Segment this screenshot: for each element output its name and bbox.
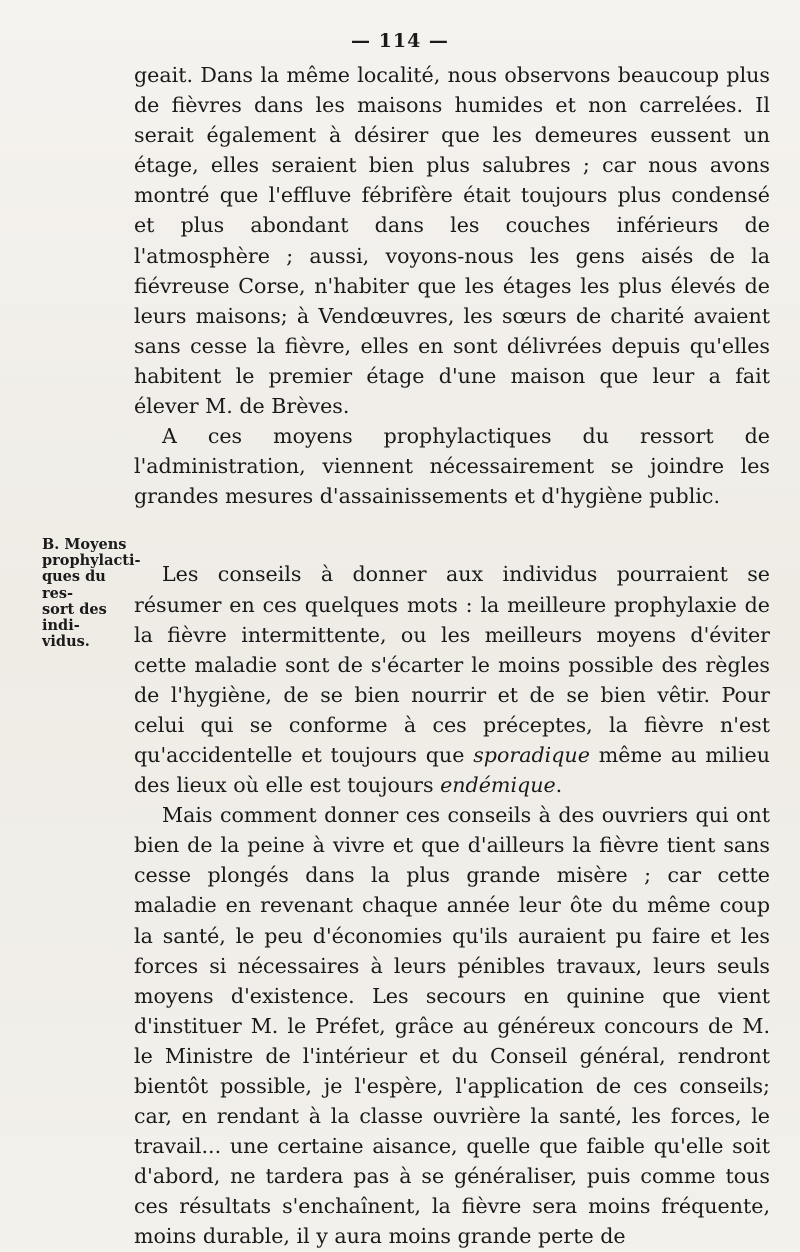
- paragraph-3: [134, 559, 770, 800]
- italic-endemique: endémique: [440, 773, 556, 798]
- italic-sporadique: sporadique: [473, 742, 590, 767]
- paragraph-4: Mais comment donner ces conseils à des ouvriers qui ont bien de la peine à vivre et que d'ailleurs la fièvre tient sans cesse plongés dans la plus grande misère ; car cette maladie en revenant chaque année leur ôte du même coup la santé, le peu d'économies qu'ils auraient pu faire et les forces si nécessaires à leurs pénibles travaux, leurs seuls moyens d'existence. Les secours en quinine que vient d'instituer M. le Préfet, grâce au généreux concours de M. le Ministre de l'intérieur et du Conseil général, rendront bientôt possible, je l'espère, l'application de ces conseils; car, en rendant à la classe ouvrière la santé, les forces, le travail... une certaine aisance, quelle que faible qu'elle soit d'abord, ne tardera pas à se généraliser, puis comme tous ces résultats s'enchaînent, la fièvre sera moins fréquente, moins durable, il y aura moins grande perte de: [134, 803, 770, 1249]
- paragraph-3-mid: même au milieu des lieux où elle est toujours: [134, 742, 770, 798]
- paragraph-2: A ces moyens prophylactiques du ressort de l'administration, viennent nécessairement se joindre les grandes mesures d'assainissements et d'hygiène public.: [134, 424, 770, 509]
- body-text: [134, 60, 770, 1252]
- page-number: — 114 —: [351, 30, 449, 52]
- paragraph-1: geait. Dans la même localité, nous observons beaucoup plus de fièvres dans les maisons humides et non carrelées. Il serait également à désirer que les demeures eussent un étage, elles seraient bien plus salubres ; car nous avons montré que l'effluve fébrifère était toujours plus condensé et plus abondant dans les couches inférieurs de l'atmosphère ; aussi, voyons-nous les gens aisés de la fiévreuse Corse, n'habiter que les étages les plus élevés de leurs maisons; à Vendœuvres, les sœurs de charité avaient sans cesse la fièvre, elles en sont délivrées depuis qu'elles habitent le premier étage d'une maison que leur a fait élever M. de Brèves.: [134, 63, 770, 419]
- paragraph-3-text: Les conseils à donner aux individus pourraient se résumer en ces quelques mots : la meilleure prophylaxie de la fièvre intermittente, ou les meilleurs moyens d'éviter cette maladie sont de s'écarter le moins possible des règles de l'hygiène, de se bien nourrir et de se bien vêtir. Pour celui qui se conforme à ces préceptes, la fièvre n'est qu'accidentelle et toujours que: [134, 562, 770, 767]
- margin-note: B. Moyens prophylacti- ques du res- sort des indi- vidus.: [42, 536, 141, 651]
- paragraph-3-end: .: [555, 773, 563, 798]
